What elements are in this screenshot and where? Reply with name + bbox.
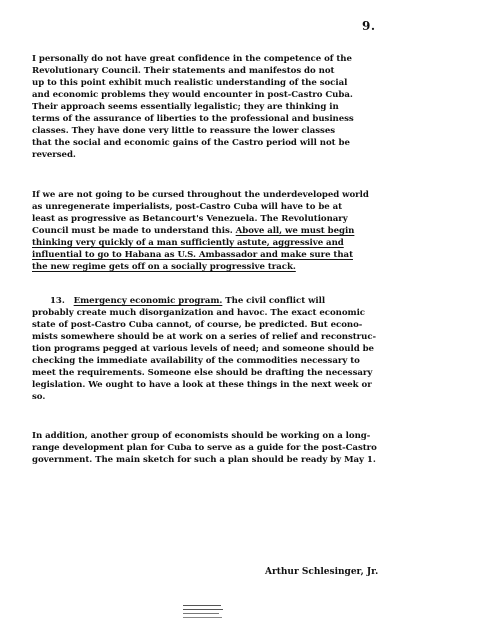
paragraph-emergency-economic-program xyxy=(32,295,446,403)
stamp-bar xyxy=(183,613,219,614)
text-line: meet the requirements. Someone else should be drafting the necessary xyxy=(32,368,373,378)
text-line: probably create much disorganization and havoc. The exact economic xyxy=(32,308,365,318)
text-line: Their approach seems essentially legalistic; they are thinking in xyxy=(32,102,339,112)
text-line: as unregenerate imperialists, post-Castro Cuba will have to be at xyxy=(32,202,343,212)
paragraph-development-plan xyxy=(32,430,446,466)
text-line: so. xyxy=(32,392,46,402)
section-number: 13. xyxy=(50,296,65,306)
text-line: up to this point exhibit much realistic understanding of the social xyxy=(32,78,348,88)
underlined-text-line: thinking very quickly of a man sufficiently astute, aggressive and xyxy=(32,238,344,248)
underlined-text-line: the new regime gets off on a socially progressive track. xyxy=(32,262,296,272)
text-line: mists somewhere should be at work on a series of relief and reconstruc- xyxy=(32,332,377,342)
text-segment: The civil conflict will xyxy=(222,296,326,306)
stamp-bar xyxy=(183,609,223,610)
text-line: If we are not going to be cursed throughout the underdeveloped world xyxy=(32,190,369,200)
text-line: legislation. We ought to have a look at these things in the next week or xyxy=(32,380,372,390)
text-line: terms of the assurance of liberties to the professional and business xyxy=(32,114,354,124)
page-number: 9. xyxy=(362,19,376,33)
classification-stamp-icon xyxy=(183,605,223,619)
text-line: checking the immediate availability of the commodities necessary to xyxy=(32,356,360,366)
text-line: that the social and economic gains of the Castro period will not be xyxy=(32,138,350,148)
text-segment: Council must be made to understand this. xyxy=(32,226,236,236)
text-line: classes. They have done very little to reassure the lower classes xyxy=(32,126,336,136)
text-line xyxy=(32,225,446,237)
signature: Arthur Schlesinger, Jr. xyxy=(265,567,379,577)
stamp-bar xyxy=(183,605,221,606)
text-line: In addition, another group of economists should be working on a long- xyxy=(32,431,371,441)
text-line xyxy=(32,295,446,307)
paragraph-progressive-cuba xyxy=(32,189,446,273)
underlined-text: Above all, we must begin xyxy=(235,226,355,236)
text-line: I personally do not have great confidence in the competence of the xyxy=(32,54,352,64)
underlined-text-line: influential to go to Habana as U.S. Ambassador and make sure that xyxy=(32,250,353,260)
text-line: Revolutionary Council. Their statements and manifestos do not xyxy=(32,66,335,76)
text-line: reversed. xyxy=(32,150,76,160)
text-line: government. The main sketch for such a plan should be ready by May 1. xyxy=(32,455,376,465)
text-line: least as progressive as Betancourt's Venezuela. The Revolutionary xyxy=(32,214,348,224)
stamp-bar xyxy=(183,617,222,618)
text-line: range development plan for Cuba to serve as a guide for the post-Castro xyxy=(32,443,377,453)
text-line: tion programs pegged at various levels of need; and someone should be xyxy=(32,344,374,354)
text-line: state of post-Castro Cuba cannot, of course, be predicted. But econo- xyxy=(32,320,363,330)
section-heading: Emergency economic program. xyxy=(73,296,223,306)
text-line: and economic problems they would encounter in post-Castro Cuba. xyxy=(32,90,353,100)
paragraph-revolutionary-council xyxy=(32,53,446,161)
